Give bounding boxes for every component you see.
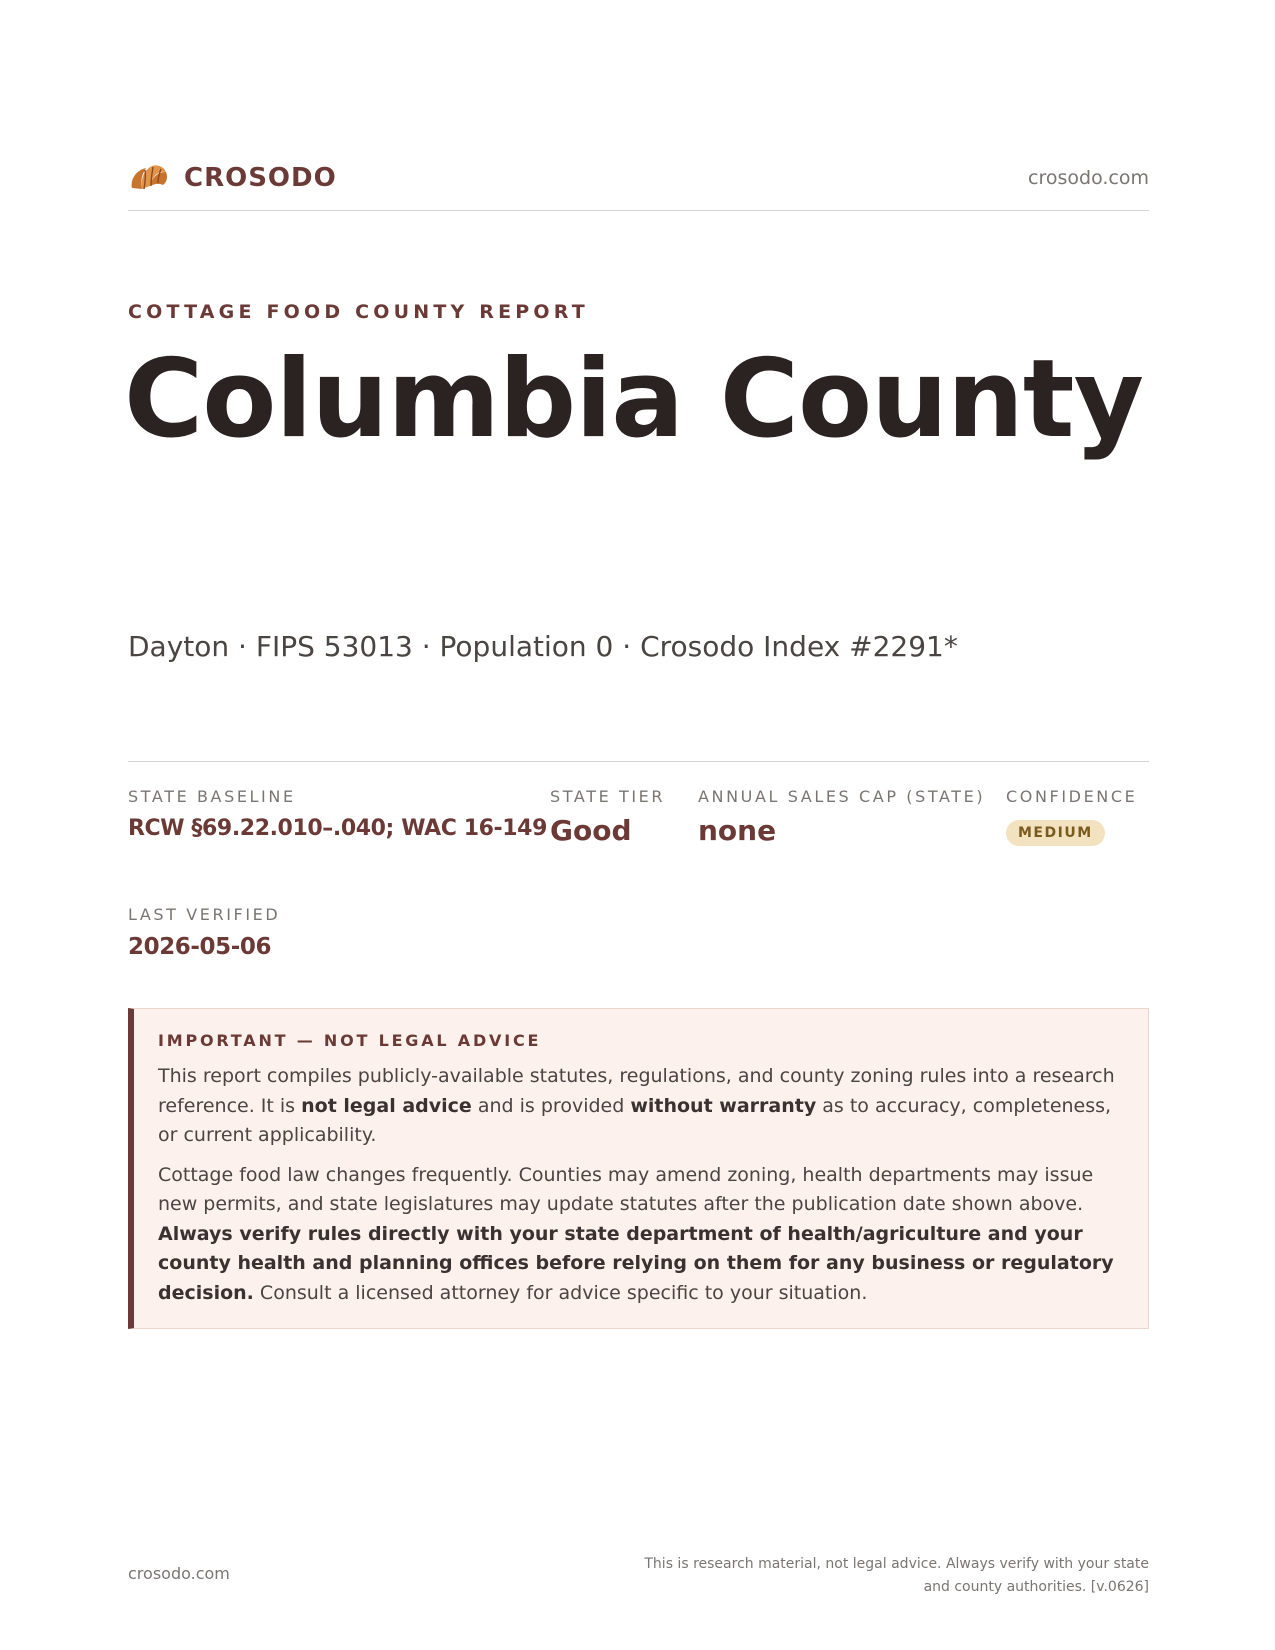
fact-value: Good: [550, 814, 632, 847]
notice-emphasis: Always verify rules directly with your state department of health/agriculture and your county health and planning offices before relying on them for any business or regulatory decision.: [158, 1222, 1114, 1304]
legal-notice: [128, 1008, 1149, 1329]
fact-value: RCW §69.22.010–.040; WAC 16-149: [128, 816, 547, 841]
notice-text: as to accuracy, completeness, or current applicability.: [158, 1094, 1112, 1146]
notice-emphasis: without warranty: [630, 1094, 817, 1117]
county-subline: Dayton · FIPS 53013 · Population 0 · Crosodo Index #2291*: [128, 630, 958, 663]
brand-name: CROSODO: [184, 163, 337, 193]
notice-text: Consult a licensed attorney for advice specific to your situation.: [253, 1281, 868, 1304]
report-eyebrow: COTTAGE FOOD COUNTY REPORT: [128, 301, 589, 323]
footer-site: crosodo.com: [128, 1564, 230, 1583]
fact-label: CONFIDENCE: [1006, 787, 1138, 806]
fact-last-verified: [128, 905, 280, 960]
page-header: [128, 158, 1149, 211]
report-page: [124, 0, 1149, 1650]
notice-paragraph: [158, 1161, 1120, 1309]
fact-label: STATE TIER: [550, 787, 666, 806]
notice-text: and is provided: [471, 1094, 631, 1117]
page-title: Columbia County: [124, 337, 1143, 462]
croissant-icon: [128, 158, 170, 198]
fact-label: ANNUAL SALES CAP (STATE): [698, 787, 986, 806]
notice-text: Cottage food law changes frequently. Counties may amend zoning, health departments may issue new permits, and state legislatures may update statutes after the publication date shown above.: [158, 1163, 1094, 1215]
fact-state-baseline: [128, 787, 547, 841]
fact-label: STATE BASELINE: [128, 787, 296, 806]
fact-state-tier: [550, 787, 665, 847]
fact-sales-cap: [698, 787, 985, 847]
notice-emphasis: not legal advice: [301, 1094, 472, 1117]
section-divider: [128, 761, 1149, 762]
notice-title: IMPORTANT — NOT LEGAL ADVICE: [158, 1031, 542, 1050]
fact-label: LAST VERIFIED: [128, 905, 281, 924]
fact-value: none: [698, 814, 777, 847]
notice-text: This report compiles publicly-available statutes, regulations, and county zoning rules into a research reference. It is: [158, 1065, 1115, 1117]
notice-paragraph: [158, 1062, 1120, 1151]
fact-confidence: [1006, 787, 1137, 846]
site-link[interactable]: crosodo.com: [1028, 167, 1149, 189]
fact-value: 2026-05-06: [128, 934, 272, 960]
confidence-badge: MEDIUM: [1006, 820, 1105, 846]
brand[interactable]: [128, 158, 337, 198]
footer-disclaimer: This is research material, not legal advice. Always verify with your state and county authorities. [v.0626]: [644, 1556, 1149, 1595]
